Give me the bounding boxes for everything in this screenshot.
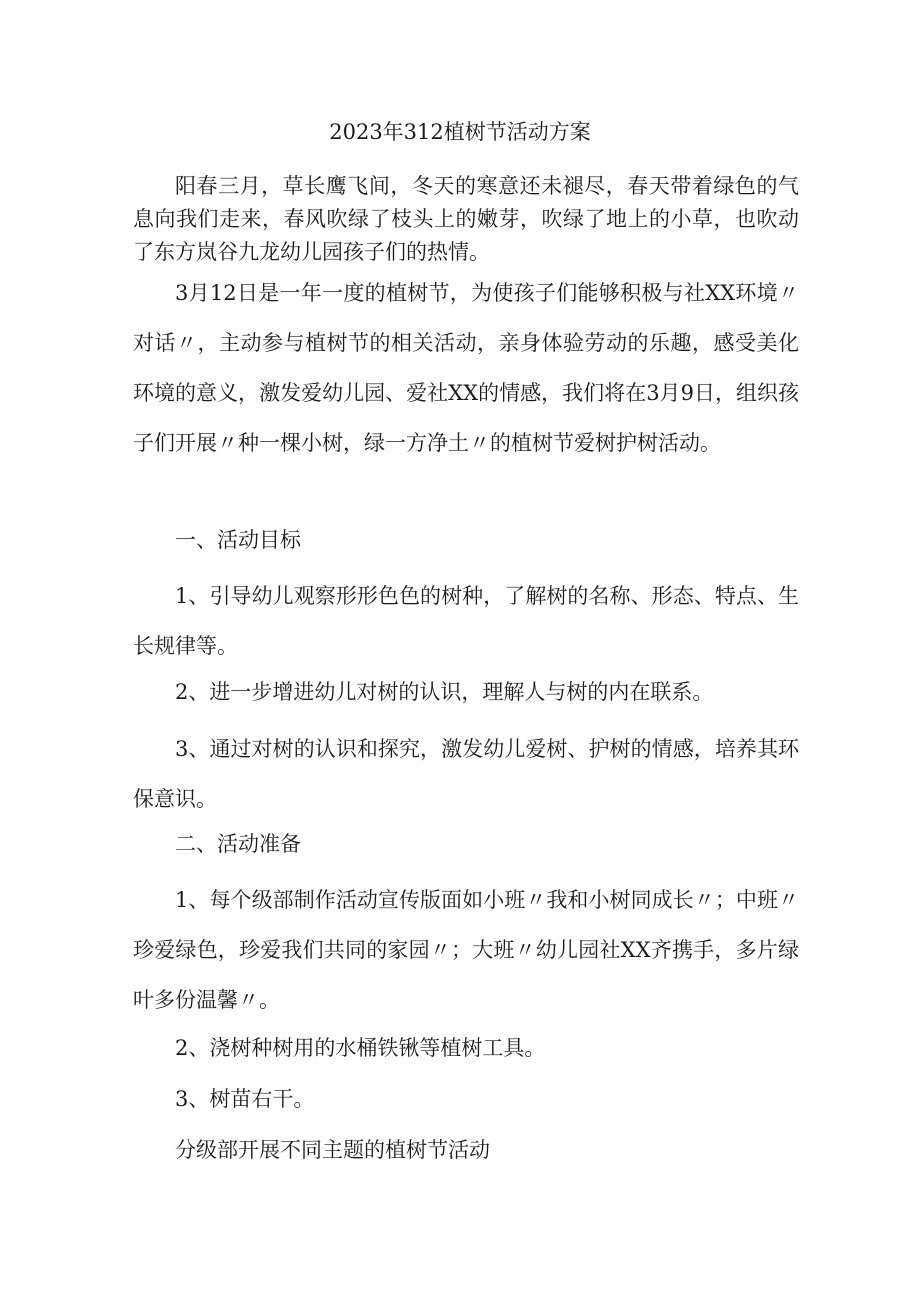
goal-item-2: 2、进一步增进幼儿对树的认识，理解人与树的内在联系。 [175,680,714,704]
prep-item-2: 2、浇树种树用的水桶铁锹等植树工具。 [175,1036,546,1060]
intro-paragraph: 阳春三月，草长鹰飞间，冬天的寒意还未褪尽，春天带着绿色的气息向我们走来，春风吹绿了枝头上的嫩芽，吹绿了地上的小草，也吹动了东方岚谷九龙幼儿园孩子们的热情。 [133,174,799,264]
date-paragraph: 3月12日是一年一度的植树节，为使孩子们能够积极与社XX环境〃对话〃，主动参与植树节的相关活动，亲身体验劳动的乐趣，感受美化环境的意义，激发爱幼儿园、爱社XX的情感，我们将在3月9日，组织孩子们开展〃种一棵小树，绿一方净土〃的植树节爱树护树活动。 [133,281,799,455]
prep-item-1: 1、每个级部制作活动宣传版面如小班〃我和小树同成长〃；中班〃珍爱绿色，珍爱我们共同的家园〃；大班〃幼儿园社XX齐携手，多片绿叶多份温馨〃。 [133,888,799,1012]
document-title: 2023年312植树节活动方案 [329,120,591,144]
goal-item-3: 3、通过对树的认识和探究，激发幼儿爱树、护树的情感，培养其环保意识。 [133,737,799,811]
closing-paragraph: 分级部开展不同主题的植树节活动 [175,1138,490,1162]
section-heading-preparation: 二、活动准备 [175,832,301,856]
goal-item-1: 1、引导幼儿观察形形色色的树种，了解树的名称、形态、特点、生长规律等。 [133,584,799,658]
prep-item-3: 3、树苗右干。 [175,1087,315,1111]
section-heading-goals: 一、活动目标 [175,528,301,552]
